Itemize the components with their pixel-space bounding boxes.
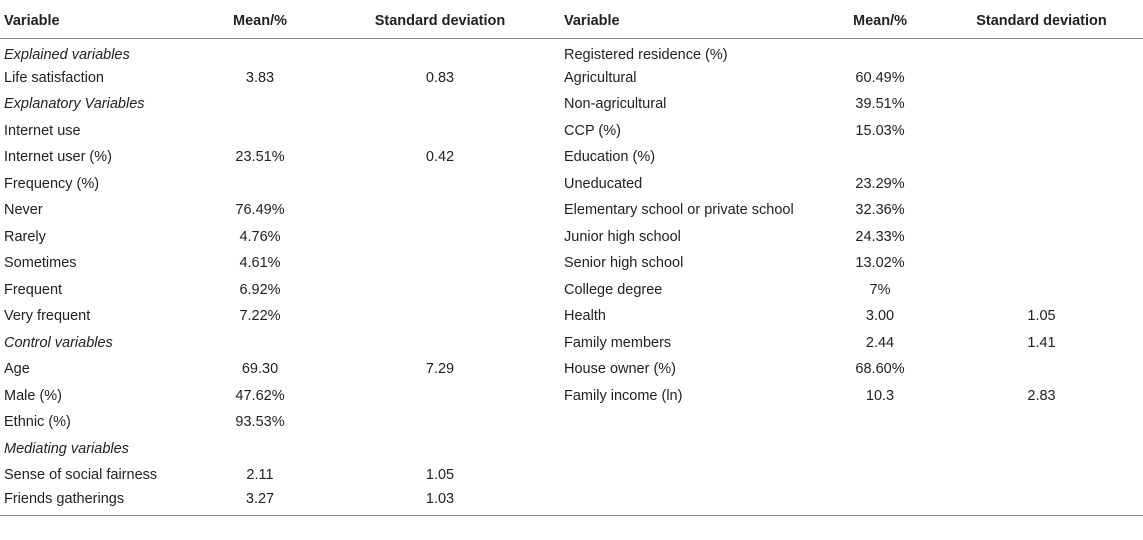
mean-cell bbox=[195, 91, 325, 118]
variable-cell: Ethnic (%) bbox=[4, 414, 71, 431]
mean-cell: 39.51% bbox=[855, 96, 905, 113]
mean-cell: 76.49% bbox=[235, 202, 285, 219]
sd-cell bbox=[940, 489, 1143, 516]
table-row bbox=[0, 118, 1143, 145]
variable-cell: Senior high school bbox=[564, 255, 684, 272]
variable-cell: Agricultural bbox=[564, 69, 637, 86]
table-row bbox=[0, 409, 1143, 436]
sd-cell bbox=[940, 224, 1143, 251]
variable-cell: Very frequent bbox=[4, 308, 91, 325]
table-row bbox=[0, 144, 1143, 171]
variable-cell: CCP (%) bbox=[564, 122, 621, 139]
sd-cell bbox=[325, 171, 555, 198]
mean-cell bbox=[195, 118, 325, 145]
table-row bbox=[0, 224, 1143, 251]
mean-cell bbox=[195, 436, 325, 463]
variable-cell: Registered residence (%) bbox=[564, 46, 728, 63]
sd-cell bbox=[325, 330, 555, 357]
mean-cell: 7.22% bbox=[239, 308, 281, 325]
sd-cell bbox=[940, 250, 1143, 277]
variable-cell: Internet user (%) bbox=[4, 149, 112, 166]
table-row bbox=[0, 91, 1143, 118]
mean-cell: 47.62% bbox=[235, 387, 285, 404]
sd-cell bbox=[325, 250, 555, 277]
sd-cell bbox=[325, 91, 555, 118]
mean-cell: 6.92% bbox=[239, 281, 281, 298]
variable-cell: Age bbox=[4, 361, 30, 378]
section-label: Control variables bbox=[4, 334, 113, 351]
mean-cell: 13.02% bbox=[855, 255, 905, 272]
sd-cell: 1.05 bbox=[1027, 308, 1056, 325]
header-variable-right: Variable bbox=[555, 7, 820, 38]
mean-cell: 2.44 bbox=[865, 334, 895, 351]
mean-cell bbox=[820, 462, 940, 489]
variable-cell bbox=[555, 409, 820, 436]
sd-cell bbox=[940, 462, 1143, 489]
header-variable-left: Variable bbox=[0, 7, 195, 38]
descriptive-statistics-table bbox=[0, 7, 1143, 516]
table-row bbox=[0, 250, 1143, 277]
mean-cell bbox=[195, 330, 325, 357]
sd-cell bbox=[940, 356, 1143, 383]
table-row bbox=[0, 356, 1143, 383]
mean-cell bbox=[820, 144, 940, 171]
header-mean-left: Mean/% bbox=[195, 7, 325, 38]
sd-cell bbox=[325, 303, 555, 330]
sd-cell bbox=[325, 277, 555, 304]
sd-cell bbox=[940, 144, 1143, 171]
section-label: Explanatory Variables bbox=[4, 96, 145, 113]
table-row bbox=[0, 171, 1143, 198]
sd-cell: 1.03 bbox=[325, 489, 555, 516]
mean-cell: 15.03% bbox=[855, 122, 905, 139]
variable-cell: Education (%) bbox=[564, 149, 656, 166]
variable-cell: Male (%) bbox=[4, 387, 63, 404]
mean-cell: 4.76% bbox=[239, 228, 281, 245]
variable-cell: Frequent bbox=[4, 281, 63, 298]
mean-cell: 23.29% bbox=[855, 175, 905, 192]
sd-cell bbox=[325, 409, 555, 436]
variable-cell: Sense of social fairness bbox=[4, 467, 158, 484]
mean-cell: 2.11 bbox=[246, 467, 274, 484]
variable-cell: House owner (%) bbox=[564, 361, 677, 378]
variable-cell: Internet use bbox=[4, 122, 81, 139]
mean-cell: 3.83 bbox=[245, 69, 275, 86]
sd-cell bbox=[325, 197, 555, 224]
mean-cell: 32.36% bbox=[855, 202, 905, 219]
variable-cell: Junior high school bbox=[564, 228, 681, 245]
mean-cell: 69.30 bbox=[241, 361, 279, 378]
sd-cell bbox=[940, 91, 1143, 118]
mean-cell: 24.33% bbox=[855, 228, 905, 245]
mean-cell: 4.61% bbox=[239, 255, 281, 272]
mean-cell bbox=[195, 38, 325, 65]
mean-cell bbox=[195, 171, 325, 198]
table-row bbox=[0, 462, 1143, 489]
mean-cell: 3.00 bbox=[865, 308, 895, 325]
table-row bbox=[0, 383, 1143, 410]
mean-cell: 93.53% bbox=[235, 414, 285, 431]
mean-cell bbox=[820, 436, 940, 463]
variable-cell: Uneducated bbox=[564, 175, 643, 192]
sd-cell: 1.05 bbox=[425, 467, 455, 484]
mean-cell: 7% bbox=[869, 281, 891, 298]
variable-cell bbox=[555, 489, 820, 516]
section-label: Explained variables bbox=[4, 46, 130, 63]
sd-cell: 0.42 bbox=[425, 149, 455, 166]
mean-cell: 60.49% bbox=[855, 69, 905, 86]
header-mean-right: Mean/% bbox=[820, 7, 940, 38]
variable-cell: Family members bbox=[564, 334, 672, 351]
section-label: Mediating variables bbox=[4, 440, 129, 457]
table-row bbox=[0, 303, 1143, 330]
sd-cell: 7.29 bbox=[425, 361, 455, 378]
header-sd-left: Standard deviation bbox=[325, 7, 555, 38]
variable-cell bbox=[555, 462, 820, 489]
header-sd-right: Standard deviation bbox=[940, 7, 1143, 38]
sd-cell: 0.83 bbox=[425, 69, 455, 86]
table-header bbox=[0, 7, 1143, 38]
mean-cell: 23.51% bbox=[235, 149, 285, 166]
sd-cell bbox=[325, 118, 555, 145]
variable-cell: Non-agricultural bbox=[564, 96, 667, 113]
variable-cell: Life satisfaction bbox=[4, 69, 104, 86]
table-body bbox=[0, 38, 1143, 515]
sd-cell bbox=[940, 38, 1143, 65]
variable-cell: Elementary school or private school bbox=[564, 202, 794, 219]
sd-cell bbox=[325, 224, 555, 251]
variable-cell bbox=[555, 436, 820, 463]
variable-cell: Frequency (%) bbox=[4, 175, 100, 192]
sd-cell bbox=[325, 383, 555, 410]
sd-cell: 2.83 bbox=[1027, 387, 1056, 404]
sd-cell bbox=[940, 118, 1143, 145]
variable-cell: Friends gatherings bbox=[0, 489, 195, 516]
mean-cell: 68.60% bbox=[855, 361, 905, 378]
sd-cell bbox=[325, 38, 555, 65]
sd-cell bbox=[940, 171, 1143, 198]
table-row bbox=[0, 489, 1143, 516]
sd-cell: 1.41 bbox=[1027, 334, 1056, 351]
mean-cell bbox=[820, 38, 940, 65]
variable-cell: Never bbox=[4, 202, 43, 219]
variable-cell: Health bbox=[564, 308, 606, 325]
sd-cell bbox=[940, 409, 1143, 436]
sd-cell bbox=[940, 277, 1143, 304]
table-row bbox=[0, 330, 1143, 357]
variable-cell: Rarely bbox=[4, 228, 46, 245]
table-row bbox=[0, 197, 1143, 224]
table-row bbox=[0, 436, 1143, 463]
sd-cell bbox=[325, 436, 555, 463]
table-row bbox=[0, 65, 1143, 92]
mean-cell: 10.3 bbox=[865, 387, 895, 404]
sd-cell bbox=[940, 436, 1143, 463]
table-row bbox=[0, 38, 1143, 65]
mean-cell bbox=[820, 409, 940, 436]
variable-cell: College degree bbox=[564, 281, 663, 298]
header-row bbox=[0, 7, 1143, 38]
variable-cell: Family income (ln) bbox=[564, 387, 683, 404]
table-row bbox=[0, 277, 1143, 304]
variable-cell: Sometimes bbox=[4, 255, 77, 272]
mean-cell bbox=[820, 489, 940, 516]
sd-cell bbox=[940, 65, 1143, 92]
mean-cell: 3.27 bbox=[195, 489, 325, 516]
sd-cell bbox=[940, 197, 1143, 224]
